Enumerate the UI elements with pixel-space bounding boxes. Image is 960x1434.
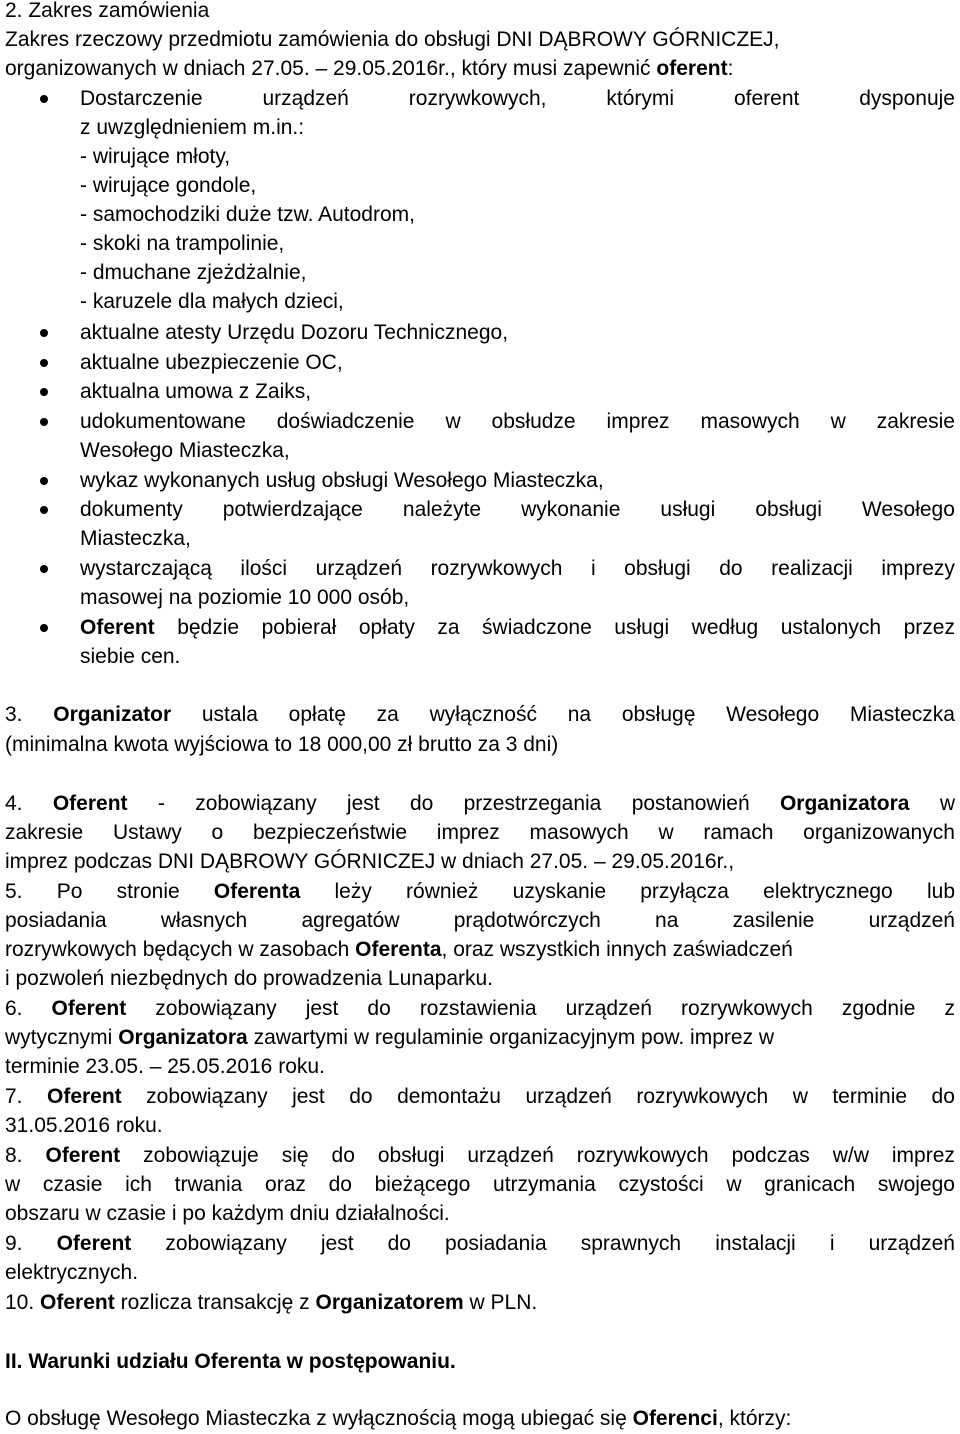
word: Ustawy	[112, 821, 182, 844]
word: urządzeń	[868, 1232, 955, 1255]
paragraph-line: (minimalna kwota wyjściowa to 18 000,00 zł brutto za 3 dni)	[5, 733, 559, 756]
bold-term: Oferenta	[213, 880, 301, 903]
word: usługi	[660, 498, 716, 521]
word: jest	[320, 1232, 354, 1255]
word: czystości	[618, 1173, 704, 1196]
paragraph-line	[5, 818, 955, 848]
word: prądotwórczych	[453, 909, 601, 932]
word: ustalonych	[780, 616, 882, 639]
word: zakresie	[5, 821, 84, 844]
word: w	[830, 410, 846, 433]
word: według	[691, 616, 759, 639]
word: do	[328, 1173, 352, 1196]
word: -	[157, 792, 165, 815]
word: Wesołego	[726, 703, 820, 726]
word: wystarczającą	[80, 557, 212, 580]
word: granicach	[764, 1173, 856, 1196]
word: swojego	[877, 1173, 955, 1196]
word: z	[944, 997, 955, 1020]
text-run: w PLN.	[469, 1291, 538, 1314]
word: w	[726, 1173, 742, 1196]
paragraph-line	[5, 1288, 955, 1318]
text-run: O obsługę Wesołego Miasteczka z wyłącznością mogą ubiegać się	[5, 1407, 627, 1430]
word: urządzeń	[315, 557, 403, 580]
word: na	[655, 909, 679, 932]
bold-term: Oferenci	[632, 1407, 718, 1430]
word: w	[658, 821, 674, 844]
word: do	[387, 1232, 411, 1255]
paragraph-line	[5, 994, 955, 1024]
word: rozrywkowych,	[408, 87, 547, 110]
paragraph-line	[5, 1082, 955, 1112]
word: własnych	[160, 909, 248, 932]
word: zobowiązany	[155, 997, 277, 1020]
bold-term: Oferent	[80, 616, 155, 639]
bullet-line: aktualna umowa z Zaiks,	[80, 380, 312, 403]
bold-term: Oferent	[45, 1144, 121, 1167]
word: zasilenie	[732, 909, 815, 932]
bullet-line: siebie cen.	[80, 645, 181, 668]
word: imprezy	[881, 557, 955, 580]
word: dysponuje	[859, 87, 955, 110]
word: postanowień	[631, 792, 750, 815]
word: 7.	[5, 1085, 23, 1108]
bold-term: Oferent	[51, 997, 127, 1020]
word: do	[931, 1085, 955, 1108]
word: zobowiązuje	[143, 1144, 259, 1167]
word: obsłudze	[491, 410, 576, 433]
word: oraz	[265, 1173, 306, 1196]
bullet-line	[80, 407, 955, 437]
word: Dostarczenie	[80, 87, 203, 110]
word: usługi	[614, 616, 670, 639]
word: imprez	[606, 410, 670, 433]
bullet-line: aktualne atesty Urzędu Dozoru Technicznego,	[80, 321, 509, 344]
word: Miasteczka	[849, 703, 955, 726]
word: zakresie	[876, 410, 955, 433]
bullet-line: masowej na poziomie 10 000 osób,	[80, 586, 410, 609]
bullet-icon	[40, 565, 48, 573]
word: realizacji	[771, 557, 853, 580]
word: ustala	[201, 703, 258, 726]
bullet-icon	[40, 95, 48, 103]
word: jest	[292, 1085, 325, 1108]
word: i	[590, 557, 596, 580]
word: lub	[926, 880, 955, 903]
paragraph-line: Zakres rzeczowy przedmiotu zamówienia do obsługi DNI DĄBROWY GÓRNICZEJ,	[5, 28, 780, 51]
dash-item: - wirujące gondole,	[80, 174, 257, 197]
word: demontażu	[397, 1085, 501, 1108]
dash-item: - samochodziki duże tzw. Autodrom,	[80, 203, 415, 226]
word: posiadania	[445, 1232, 547, 1255]
text-run: rozlicza transakcję z	[120, 1291, 310, 1314]
bold-term: Oferent	[47, 1085, 122, 1108]
word: obsługi	[624, 557, 691, 580]
paragraph-line	[5, 789, 955, 819]
word: zobowiązany	[146, 1085, 268, 1108]
bold-term: Oferent	[52, 792, 128, 815]
word: do	[719, 557, 743, 580]
word: Wesołego	[861, 498, 955, 521]
paragraph-line	[5, 1023, 955, 1053]
word: 4.	[5, 792, 23, 815]
word: rozrywkowych	[430, 557, 563, 580]
word: oferent	[733, 87, 800, 110]
word: ilości	[240, 557, 288, 580]
word: urządzeń	[565, 997, 652, 1020]
word: udokumentowane	[80, 410, 246, 433]
word: należyte	[402, 498, 482, 521]
word: do	[367, 997, 391, 1020]
paragraph-line	[5, 1404, 955, 1434]
paragraph-line	[5, 935, 955, 965]
word: ramach	[703, 821, 774, 844]
word: leży	[334, 880, 372, 903]
bold-term: Organizatora	[118, 1026, 248, 1049]
bullet-icon	[40, 418, 48, 426]
word: Po	[56, 880, 83, 903]
text-run: :	[727, 57, 734, 80]
paragraph-line	[5, 1229, 955, 1259]
word: urządzeń	[868, 909, 955, 932]
word: za	[437, 616, 460, 639]
bold-term: oferent	[656, 57, 728, 80]
word: się	[281, 1144, 309, 1167]
word: do	[349, 1085, 373, 1108]
word: obsługi	[755, 498, 822, 521]
paragraph-line: elektrycznych.	[5, 1261, 139, 1284]
word: masowych	[700, 410, 800, 433]
paragraph-line	[5, 906, 955, 936]
section-number: 10.	[5, 1291, 35, 1314]
word: bezpieczeństwie	[252, 821, 408, 844]
bullet-icon	[40, 477, 48, 485]
word: posiadania	[5, 909, 107, 932]
word: jest	[305, 997, 339, 1020]
word: o	[211, 821, 224, 844]
paragraph-line: obszaru w czasie i po każdym dniu działalności.	[5, 1202, 450, 1225]
section-heading: 2. Zakres zamówienia	[5, 0, 210, 22]
word: instalacji	[715, 1232, 796, 1255]
bullet-icon	[40, 506, 48, 514]
paragraph-line: terminie 23.05. – 25.05.2016 roku.	[5, 1055, 325, 1078]
word: terminie	[832, 1085, 908, 1108]
word: sprawnych	[580, 1232, 682, 1255]
word: w	[5, 1173, 21, 1196]
paragraph-line	[5, 1141, 955, 1171]
word: bieżącego	[374, 1173, 471, 1196]
bullet-icon	[40, 388, 48, 396]
word: opłaty	[358, 616, 415, 639]
bullet-line	[80, 554, 955, 584]
text-run: rozrywkowych będących w zasobach	[5, 938, 350, 961]
word: rozrywkowych	[576, 1144, 709, 1167]
bullet-line	[80, 613, 955, 643]
word: agregatów	[301, 909, 400, 932]
word: w	[445, 410, 461, 433]
paragraph-line	[5, 877, 955, 907]
bullet-icon	[40, 359, 48, 367]
bullet-line: z uwzględnieniem m.in.:	[80, 116, 305, 139]
word: 6.	[5, 997, 23, 1020]
text-run: organizowanych w dniach 27.05. – 29.05.2016r., który musi zapewnić	[5, 57, 651, 80]
bullet-line	[80, 495, 955, 525]
word: podczas	[731, 1144, 810, 1167]
dash-item: - dmuchane zjeżdżalnie,	[80, 261, 307, 284]
dash-item: - karuzele dla małych dzieci,	[80, 290, 344, 313]
bullet-line: Wesołego Miasteczka,	[80, 439, 290, 462]
word: opłatę	[288, 703, 346, 726]
paragraph-line	[5, 700, 955, 730]
word: ich	[125, 1173, 152, 1196]
word: utrzymania	[493, 1173, 596, 1196]
word: będzie	[177, 616, 240, 639]
word: w	[939, 792, 955, 815]
word: jest	[346, 792, 380, 815]
bold-term: Organizator	[53, 703, 172, 726]
bullet-icon	[40, 329, 48, 337]
word: rozrywkowych	[636, 1085, 769, 1108]
word: potwierdzające	[222, 498, 363, 521]
word: wykonanie	[521, 498, 621, 521]
bullet-line: Miasteczka,	[80, 527, 191, 550]
word: do	[409, 792, 434, 815]
paragraph-line	[5, 1170, 955, 1200]
paragraph-line: 31.05.2016 roku.	[5, 1114, 163, 1137]
word: przez	[903, 616, 955, 639]
bold-term: Organizatora	[779, 792, 910, 815]
word: zobowiązany	[165, 1232, 287, 1255]
bold-term: Oferent	[40, 1291, 115, 1314]
word: urządzeń	[467, 1144, 554, 1167]
word: obsługi	[377, 1144, 445, 1167]
word: przestrzegania	[463, 792, 602, 815]
text-run: , którzy:	[717, 1407, 792, 1430]
word: również	[406, 880, 479, 903]
paragraph-line	[5, 54, 955, 84]
word: świadczone	[482, 616, 592, 639]
word: imprez	[891, 1144, 955, 1167]
bullet-line	[80, 84, 955, 114]
text-run: , oraz wszystkich innych zaświadczeń	[441, 938, 793, 961]
word: w	[792, 1085, 808, 1108]
bullet-icon	[40, 624, 48, 632]
word: 5.	[5, 880, 23, 903]
word: organizowanych	[803, 821, 955, 844]
word: urządzeń	[262, 87, 349, 110]
paragraph-line: i pozwoleń niezbędnych do prowadzenia Lunaparku.	[5, 967, 494, 990]
word: którymi	[606, 87, 675, 110]
bold-term: Oferent	[56, 1232, 132, 1255]
word: za	[376, 703, 399, 726]
word: doświadczenie	[276, 410, 415, 433]
word: uzyskanie	[512, 880, 607, 903]
section-heading: II. Warunki udziału Oferenta w postępowaniu.	[5, 1350, 456, 1373]
dash-item: - wirujące młoty,	[80, 145, 231, 168]
word: 9.	[5, 1232, 23, 1255]
word: czasie	[42, 1173, 103, 1196]
word: dokumenty	[80, 498, 183, 521]
word: do	[331, 1144, 355, 1167]
word: urządzeń	[525, 1085, 612, 1108]
text-run: zawartymi w regulaminie organizacyjnym pow. imprez w	[253, 1026, 775, 1049]
word: elektrycznego	[763, 880, 893, 903]
dash-item: - skoki na trampolinie,	[80, 232, 285, 255]
word: pobierał	[261, 616, 337, 639]
word: na	[567, 703, 592, 726]
bullet-line: aktualne ubezpieczenie OC,	[80, 351, 343, 374]
word: w/w	[832, 1144, 869, 1167]
word: zgodnie	[841, 997, 916, 1020]
word: obsługę	[621, 703, 696, 726]
word: 3.	[5, 703, 23, 726]
bold-term: Oferenta	[355, 938, 442, 961]
paragraph-line: imprez podczas DNI DĄBROWY GÓRNICZEJ w dniach 27.05. – 29.05.2016r.,	[5, 850, 735, 873]
bullet-line: wykaz wykonanych usług obsługi Wesołego Miasteczka,	[80, 469, 604, 492]
word: trwania	[174, 1173, 243, 1196]
word: imprez	[436, 821, 500, 844]
word: wyłączność	[429, 703, 537, 726]
word: 8.	[5, 1144, 23, 1167]
word: rozstawienia	[419, 997, 537, 1020]
word: stronie	[116, 880, 180, 903]
text-run: wytycznymi	[5, 1026, 113, 1049]
word: przyłącza	[640, 880, 729, 903]
word: rozrywkowych	[681, 997, 813, 1020]
bold-term: Organizatorem	[315, 1291, 464, 1314]
word: zobowiązany	[195, 792, 317, 815]
word: i	[829, 1232, 835, 1255]
word: masowych	[529, 821, 629, 844]
